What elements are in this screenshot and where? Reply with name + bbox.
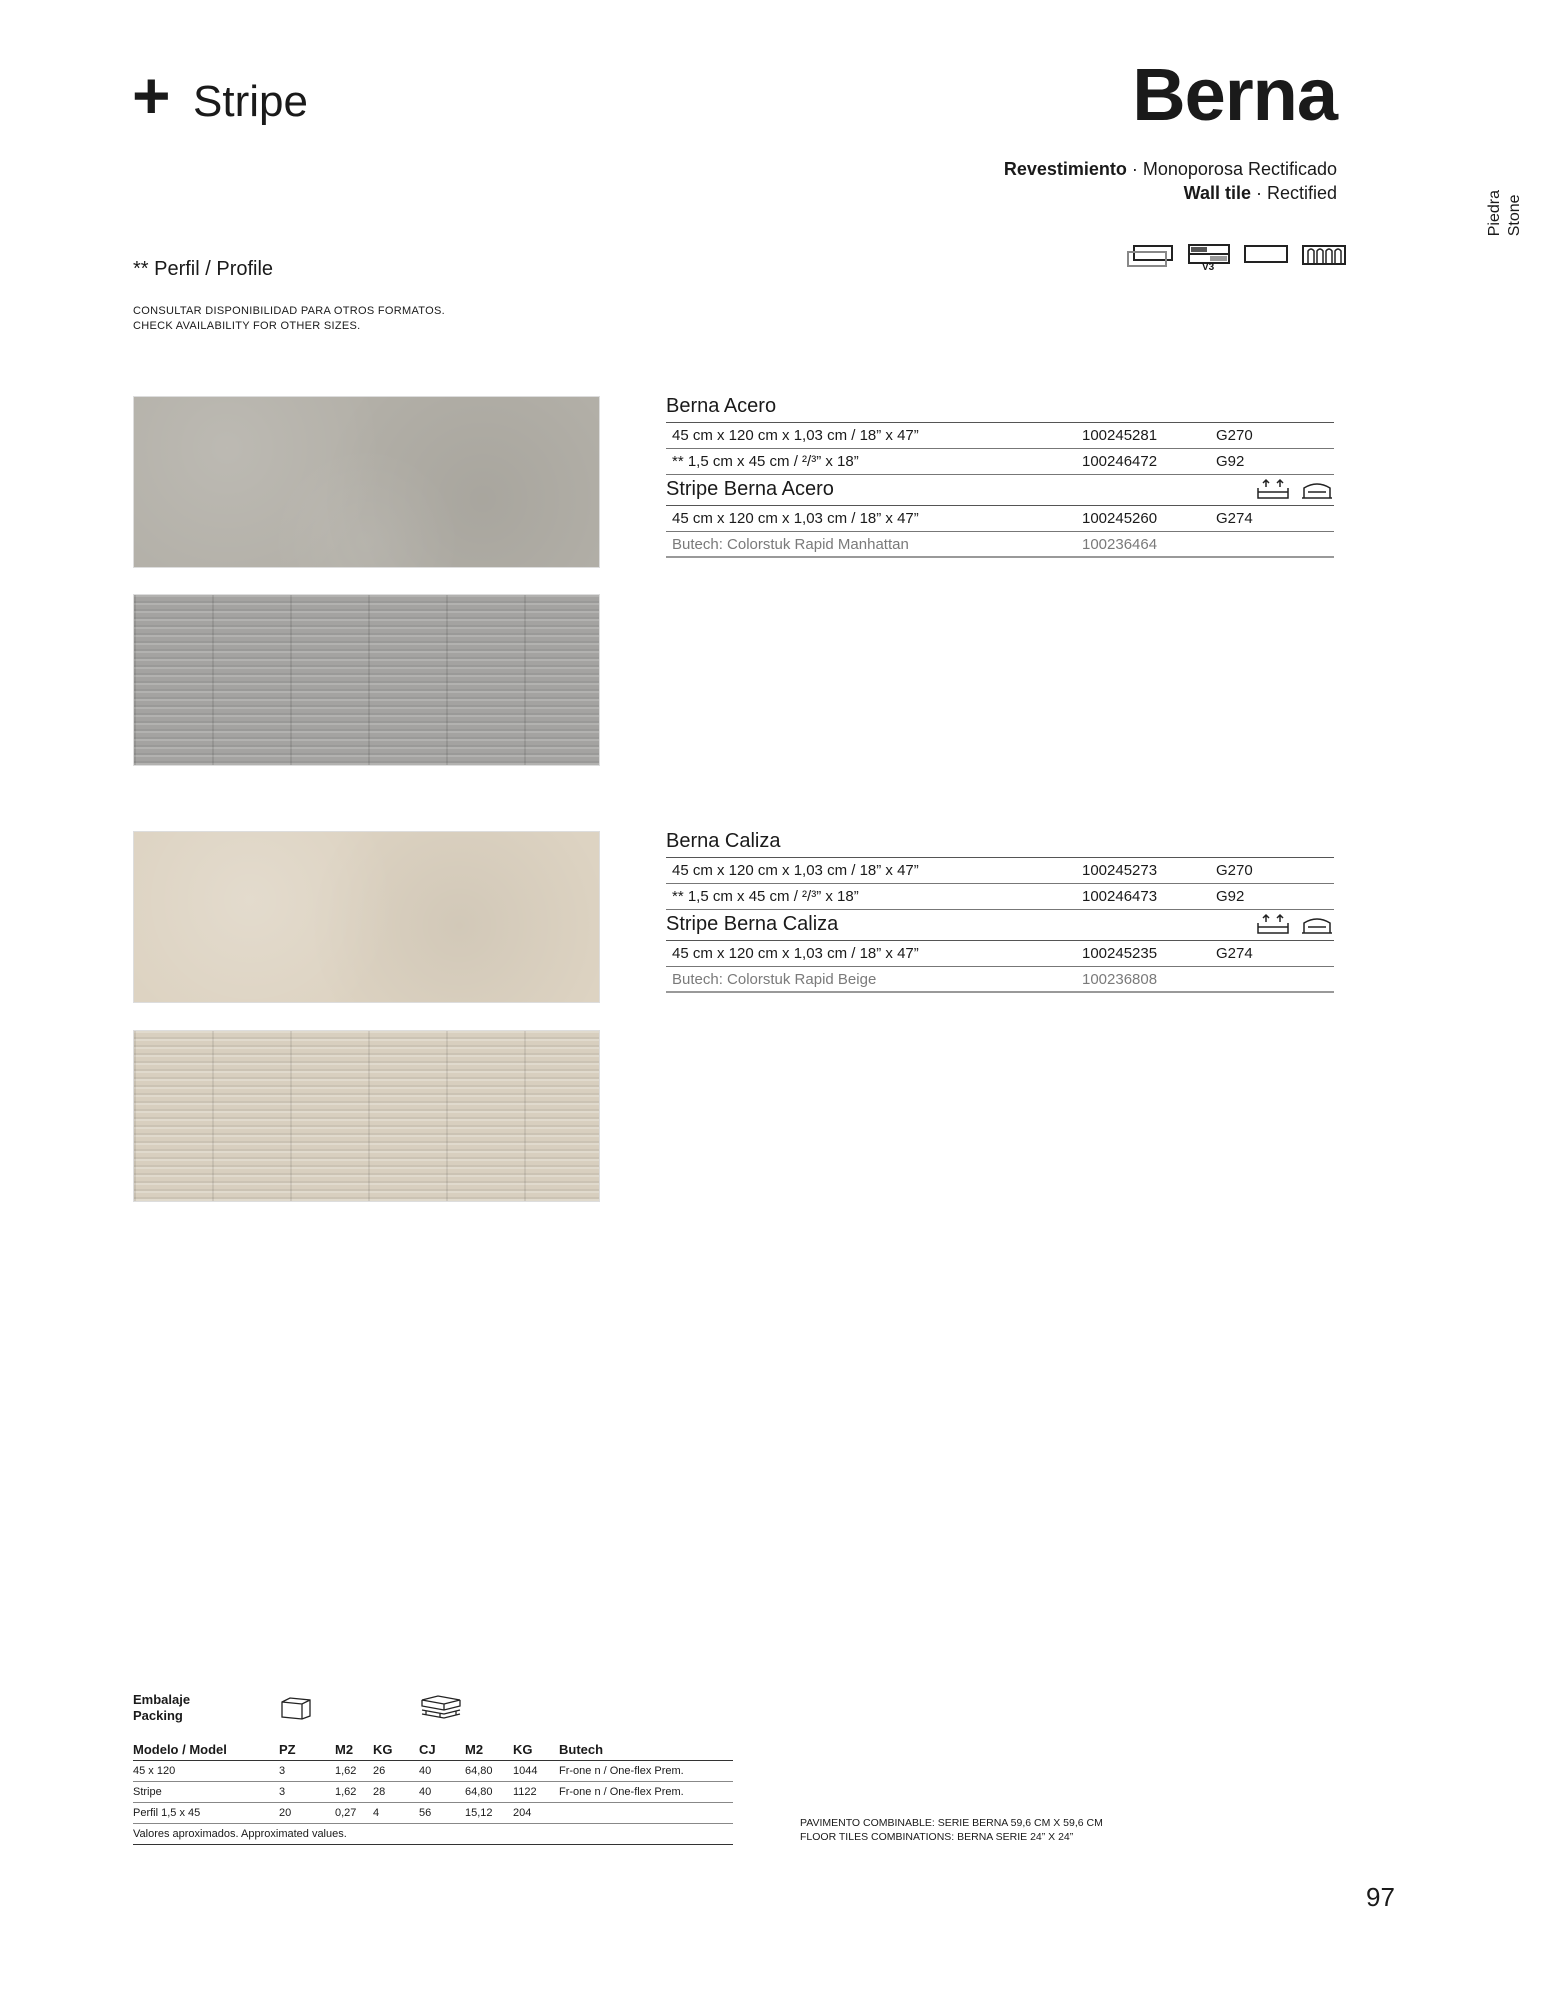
side-tab-category (1486, 190, 1526, 260)
table-cell: 40 (419, 1761, 465, 1782)
group-cell: G270 (1216, 427, 1253, 444)
butech-label: Butech: Colorstuk Rapid Manhattan (672, 536, 909, 553)
stripe-product-label: Stripe Berna Caliza (666, 913, 839, 935)
stripe-icons (1256, 478, 1334, 500)
col-header-pz: PZ (279, 1738, 335, 1761)
availability-note (133, 304, 445, 334)
table-cell: 0,27 (335, 1803, 373, 1824)
col-header-cj: CJ (419, 1738, 465, 1761)
packing-label-en: Packing (133, 1708, 183, 1723)
table-cell: 40 (419, 1782, 465, 1803)
product-row (666, 858, 1334, 884)
table-row (133, 1782, 733, 1803)
butech-group (1216, 967, 1316, 991)
code-cell: 100245260 (1082, 510, 1158, 527)
table-cell: 1,62 (335, 1782, 373, 1803)
table-row (133, 1803, 733, 1824)
product-table-berna-acero (666, 392, 1334, 558)
shade-variation-icon (1188, 244, 1230, 264)
table-cell: 15,12 (465, 1803, 513, 1824)
butech-group (1216, 532, 1316, 556)
table-cell: 20 (279, 1803, 335, 1824)
group-cell: G270 (1216, 862, 1253, 879)
subtitle-en-bold: Wall tile (1183, 183, 1251, 203)
tile-image-berna-acero (133, 396, 600, 568)
product-table-berna-caliza (666, 827, 1334, 993)
table-cell: Perfil 1,5 x 45 (133, 1803, 279, 1824)
product-row (666, 941, 1334, 967)
floor-note-es: PAVIMENTO COMBINABLE: SERIE BERNA 59,6 CM X 59,6 CM (800, 1817, 1103, 1829)
butech-code: 100236808 (1082, 971, 1158, 988)
size-cell: ** 1,5 cm x 45 cm / ²/³” x 18” (672, 453, 859, 470)
col-header-kg-pallet: KG (513, 1738, 559, 1761)
tile-image-stripe-berna-acero (133, 594, 600, 766)
table-cell: 1044 (513, 1761, 559, 1782)
collection-title: Berna (1132, 53, 1337, 136)
table-cell: 64,80 (465, 1761, 513, 1782)
availability-es: CONSULTAR DISPONIBILIDAD PARA OTROS FORMATOS. (133, 305, 445, 317)
packing-label-es: Embalaje (133, 1692, 191, 1707)
table-cell: 3 (279, 1782, 335, 1803)
table-cell: 4 (373, 1803, 419, 1824)
product-row (666, 506, 1334, 532)
code-cell: 100246473 (1082, 888, 1158, 905)
butech-code: 100236464 (1082, 536, 1158, 553)
product-row (666, 423, 1334, 449)
table-row (133, 1761, 733, 1782)
plus-icon: + (132, 58, 171, 132)
code-cell: 100245235 (1082, 945, 1158, 962)
stripe-product-name (666, 910, 1334, 941)
page-number: 97 (1366, 1882, 1395, 1912)
subtitle-es-bold: Revestimiento (1003, 159, 1127, 179)
stripe-product-name (666, 475, 1334, 506)
size-cell: 45 cm x 120 cm x 1,03 cm / 18” x 47” (672, 945, 919, 962)
tile-image-berna-caliza (133, 831, 600, 1003)
tile-property-icons (1126, 244, 1346, 274)
side-tab-es: Piedra (1486, 190, 1503, 237)
availability-en: CHECK AVAILABILITY FOR OTHER SIZES. (133, 320, 361, 332)
col-header-butech: Butech (559, 1738, 733, 1761)
butech-row (666, 532, 1334, 558)
shade-variation-caption: V3 (1202, 262, 1215, 273)
table-cell: 45 x 120 (133, 1761, 279, 1782)
table-cell: Stripe (133, 1782, 279, 1803)
group-cell: G92 (1216, 453, 1245, 470)
floor-combination-note (800, 1816, 1103, 1844)
bathroom-use-icon (1300, 913, 1334, 935)
packing-table (133, 1738, 733, 1845)
table-cell: 56 (419, 1803, 465, 1824)
side-tab-en: Stone (1506, 194, 1523, 237)
code-cell: 100245281 (1082, 427, 1158, 444)
code-cell: 100246472 (1082, 453, 1158, 470)
shade-variation-icon-group (1188, 244, 1230, 274)
table-cell: 1122 (513, 1782, 559, 1803)
packing-label (133, 1692, 190, 1724)
subtitle-es (1004, 158, 1337, 181)
code-cell: 100245273 (1082, 862, 1158, 879)
group-cell: G274 (1216, 945, 1253, 962)
box-icon (280, 1696, 312, 1720)
butech-row (666, 967, 1334, 993)
table-cell: 26 (373, 1761, 419, 1782)
table-cell: 204 (513, 1803, 559, 1824)
wall-installation-icon (1256, 913, 1290, 935)
tile-image-stripe-berna-caliza (133, 1030, 600, 1202)
subtitle-es-rest: · Monoporosa Rectificado (1126, 159, 1337, 179)
wall-installation-icon (1256, 478, 1290, 500)
wall-tile-rectified-icon (1126, 244, 1174, 268)
tile-format-icon (1244, 244, 1288, 264)
bathroom-use-icon (1300, 478, 1334, 500)
relief-stripe-icon (1302, 244, 1346, 266)
table-cell (559, 1803, 733, 1824)
group-cell: G274 (1216, 510, 1253, 527)
table-cell: 1,62 (335, 1761, 373, 1782)
table-cell: 3 (279, 1761, 335, 1782)
series-name: Stripe (193, 77, 308, 126)
col-header-model: Modelo / Model (133, 1738, 279, 1761)
table-cell: 28 (373, 1782, 419, 1803)
packing-footnote-row (133, 1824, 733, 1845)
butech-label: Butech: Colorstuk Rapid Beige (672, 971, 877, 988)
table-cell: 64,80 (465, 1782, 513, 1803)
col-header-m2-pallet: M2 (465, 1738, 513, 1761)
size-cell: 45 cm x 120 cm x 1,03 cm / 18” x 47” (672, 862, 919, 879)
col-header-kg: KG (373, 1738, 419, 1761)
product-row (666, 449, 1334, 475)
table-cell: Fr-one n / One-flex Prem. (559, 1782, 733, 1803)
group-cell: G92 (1216, 888, 1245, 905)
size-cell: ** 1,5 cm x 45 cm / ²/³” x 18” (672, 888, 859, 905)
floor-note-en: FLOOR TILES COMBINATIONS: BERNA SERIE 24” X 24” (800, 1831, 1074, 1843)
table-cell: Fr-one n / One-flex Prem. (559, 1761, 733, 1782)
subtitle-en-rest: · Rectified (1250, 183, 1337, 203)
pallet-icon (418, 1692, 464, 1722)
stripe-icons (1256, 913, 1334, 935)
profile-note: ** Perfil / Profile (133, 258, 274, 280)
col-header-m2: M2 (335, 1738, 373, 1761)
size-cell: 45 cm x 120 cm x 1,03 cm / 18” x 47” (672, 427, 919, 444)
packing-footnote: Valores aproximados. Approximated values. (133, 1824, 733, 1845)
packing-header-row (133, 1738, 733, 1761)
product-name: Berna Caliza (666, 827, 1334, 858)
size-cell: 45 cm x 120 cm x 1,03 cm / 18” x 47” (672, 510, 919, 527)
stripe-product-label: Stripe Berna Acero (666, 478, 834, 500)
product-row (666, 884, 1334, 910)
subtitle-en (1184, 182, 1337, 205)
product-name: Berna Acero (666, 392, 1334, 423)
